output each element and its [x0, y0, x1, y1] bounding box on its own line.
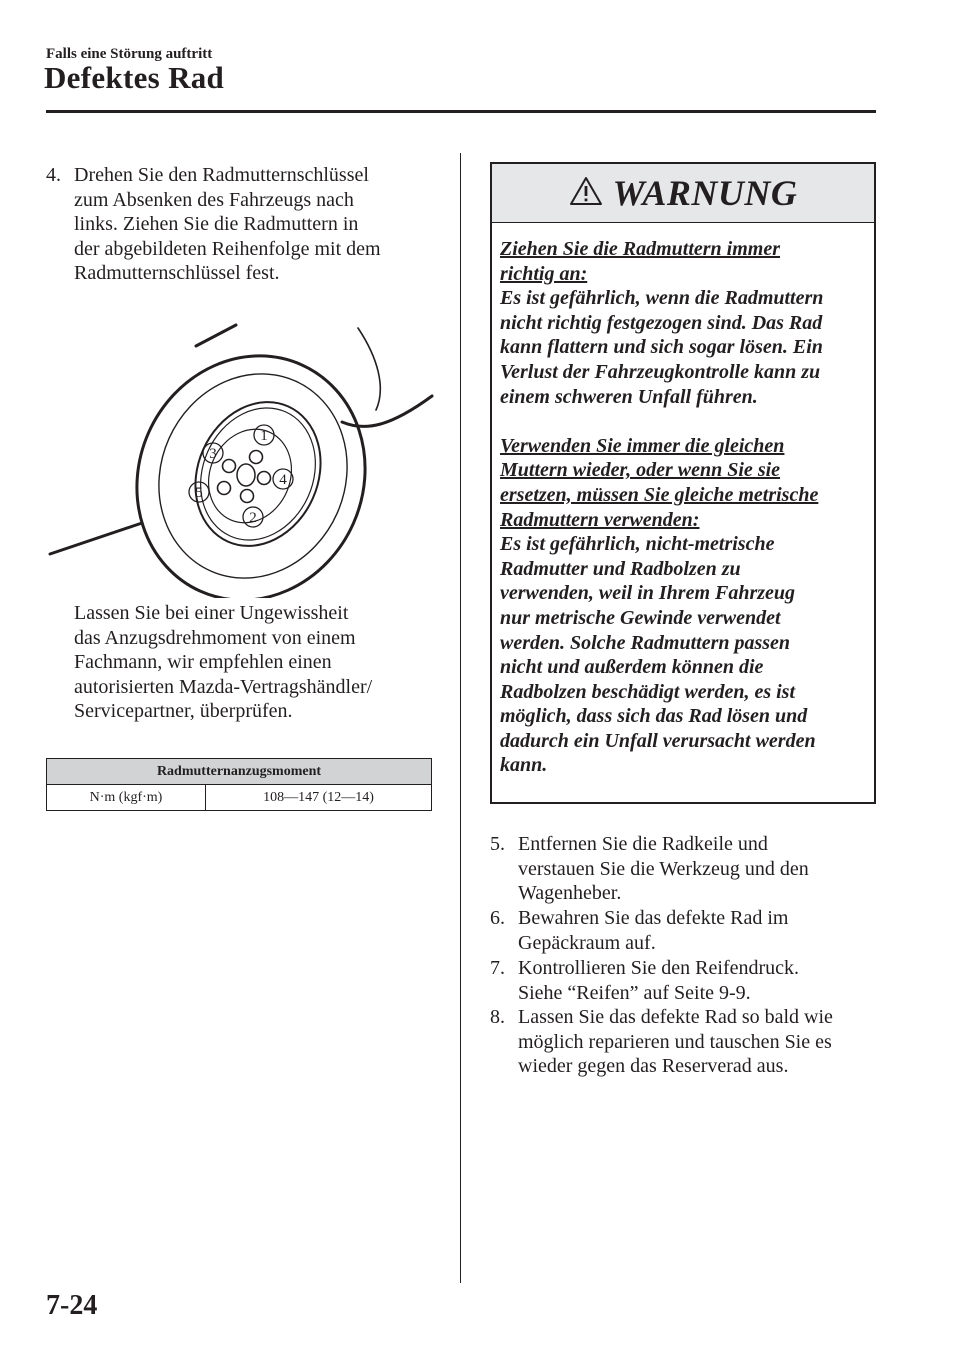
nut-label-3: 3 — [209, 446, 217, 462]
note-line: das Anzugsdrehmoment von einem — [74, 626, 356, 649]
torque-table — [46, 758, 432, 811]
step-line: Gepäckraum auf. — [518, 931, 656, 954]
warning-heading-line: richtig an: — [500, 262, 588, 285]
step-line: Entfernen Sie die Radkeile und — [518, 833, 768, 855]
warning-heading-line: Radmuttern verwenden: — [500, 508, 700, 531]
step-6 — [490, 906, 890, 955]
warning-box — [490, 162, 876, 804]
page-title: Defektes Rad — [44, 60, 225, 95]
fender-line — [196, 325, 236, 346]
wheel-nut-tightening-figure — [46, 318, 436, 598]
warning-title: WARNUNG — [612, 173, 798, 213]
lug-nut-4 — [258, 472, 271, 485]
lug-nut-1 — [250, 451, 263, 464]
step-line: links. Ziehen Sie die Radmuttern in — [74, 213, 359, 236]
section-label: Falls eine Störung auftritt — [46, 46, 213, 62]
step-7 — [490, 956, 890, 1005]
warning-heading-line: Ziehen Sie die Radmuttern immer — [500, 238, 781, 260]
warning-text-line: nicht richtig festgezogen sind. Das Rad — [500, 311, 823, 334]
step-line: Kontrollieren Sie den Reifendruck. — [518, 957, 800, 979]
lug-nut-5 — [218, 482, 231, 495]
note-line: Lassen Sie bei einer Ungewissheit — [74, 602, 349, 624]
step-number: 7. — [490, 957, 505, 979]
warning-heading-line: Verwenden Sie immer die gleichen — [500, 434, 785, 457]
step-line: Siehe “Reifen” auf Seite 9-9. — [518, 981, 751, 1004]
step-4 — [46, 163, 446, 286]
warning-text-line: Verlust der Fahrzeugkontrolle kann zu — [500, 360, 821, 383]
warning-text-line: Es ist gefährlich, wenn die Radmuttern — [500, 287, 824, 310]
tire-inner — [127, 344, 380, 598]
nut-label-5: 5 — [195, 485, 203, 501]
ground-line — [50, 523, 142, 554]
hub-center — [237, 464, 255, 486]
header-divider — [46, 110, 876, 113]
step-line: zum Absenken des Fahrzeugs nach — [74, 188, 354, 211]
note-line: autorisierten Mazda-Vertragshändler/ — [74, 675, 373, 698]
warning-text-line: Radbolzen beschädigt werden, es ist — [500, 680, 796, 703]
step-line: wieder gegen das Reserverad aus. — [518, 1055, 789, 1078]
nut-label-2: 2 — [249, 510, 257, 526]
warning-text-line: verwenden, weil in Ihrem Fahrzeug — [500, 582, 796, 605]
step-line: Drehen Sie den Radmutternschlüssel — [74, 164, 369, 186]
torque-value-cell: 108—147 (12—14) — [206, 785, 432, 811]
lug-nut-3 — [223, 460, 236, 473]
step-line: verstauen Sie die Werkzeug und den — [518, 857, 809, 880]
warning-text-line: einem schweren Unfall führen. — [500, 385, 758, 408]
note-line: Fachmann, wir empfehlen einen — [74, 651, 332, 674]
warning-text-line: nicht und außerdem können die — [500, 656, 764, 679]
warning-text-line: Radmutter und Radbolzen zu — [500, 557, 741, 580]
nut-label-4: 4 — [279, 472, 287, 488]
torque-note — [74, 601, 444, 724]
warning-text-line: dadurch ein Unfall verursacht werden — [500, 729, 816, 752]
step-number: 6. — [490, 907, 505, 929]
page-number: 7-24 — [46, 1290, 98, 1321]
warning-heading-line: ersetzen, müssen Sie gleiche metrische — [500, 483, 819, 506]
warning-body — [492, 223, 874, 778]
torque-table-header: Radmutternanzugsmoment — [47, 759, 432, 785]
nut-label-1: 1 — [260, 428, 268, 444]
step-line: möglich reparieren und tauschen Sie es — [518, 1030, 832, 1053]
warning-text-line: kann flattern und sich sogar lösen. Ein — [500, 336, 823, 359]
fender-edge — [358, 328, 380, 410]
warning-text-line: Es ist gefährlich, nicht-metrische — [500, 533, 775, 556]
warning-text-line: werden. Solche Radmuttern passen — [500, 631, 791, 654]
warning-text-line: kann. — [500, 754, 548, 777]
step-number: 5. — [490, 833, 505, 855]
warning-text-line: möglich, dass sich das Rad lösen und — [500, 705, 808, 728]
step-line: Wagenheber. — [518, 882, 622, 905]
step-5 — [490, 832, 890, 906]
step-number: 4. — [46, 164, 61, 186]
warning-header — [492, 164, 874, 223]
column-divider — [460, 153, 461, 1283]
step-8 — [490, 1005, 890, 1079]
torque-unit-cell: N·m (kgf·m) — [47, 785, 206, 811]
tire-outer — [98, 319, 404, 598]
warning-heading-line: Muttern wieder, oder wenn Sie sie — [500, 459, 781, 482]
lug-nut-2 — [241, 490, 254, 503]
warning-triangle-icon — [569, 176, 603, 211]
step-number: 8. — [490, 1006, 505, 1028]
step-line: Bewahren Sie das defekte Rad im — [518, 907, 789, 929]
step-line: Lassen Sie das defekte Rad so bald wie — [518, 1006, 833, 1028]
warning-text-line: nur metrische Gewinde verwendet — [500, 606, 781, 629]
step-line: der abgebildeten Reihenfolge mit dem — [74, 237, 381, 260]
note-line: Servicepartner, überprüfen. — [74, 700, 293, 723]
step-line: Radmutternschlüssel fest. — [74, 262, 280, 285]
